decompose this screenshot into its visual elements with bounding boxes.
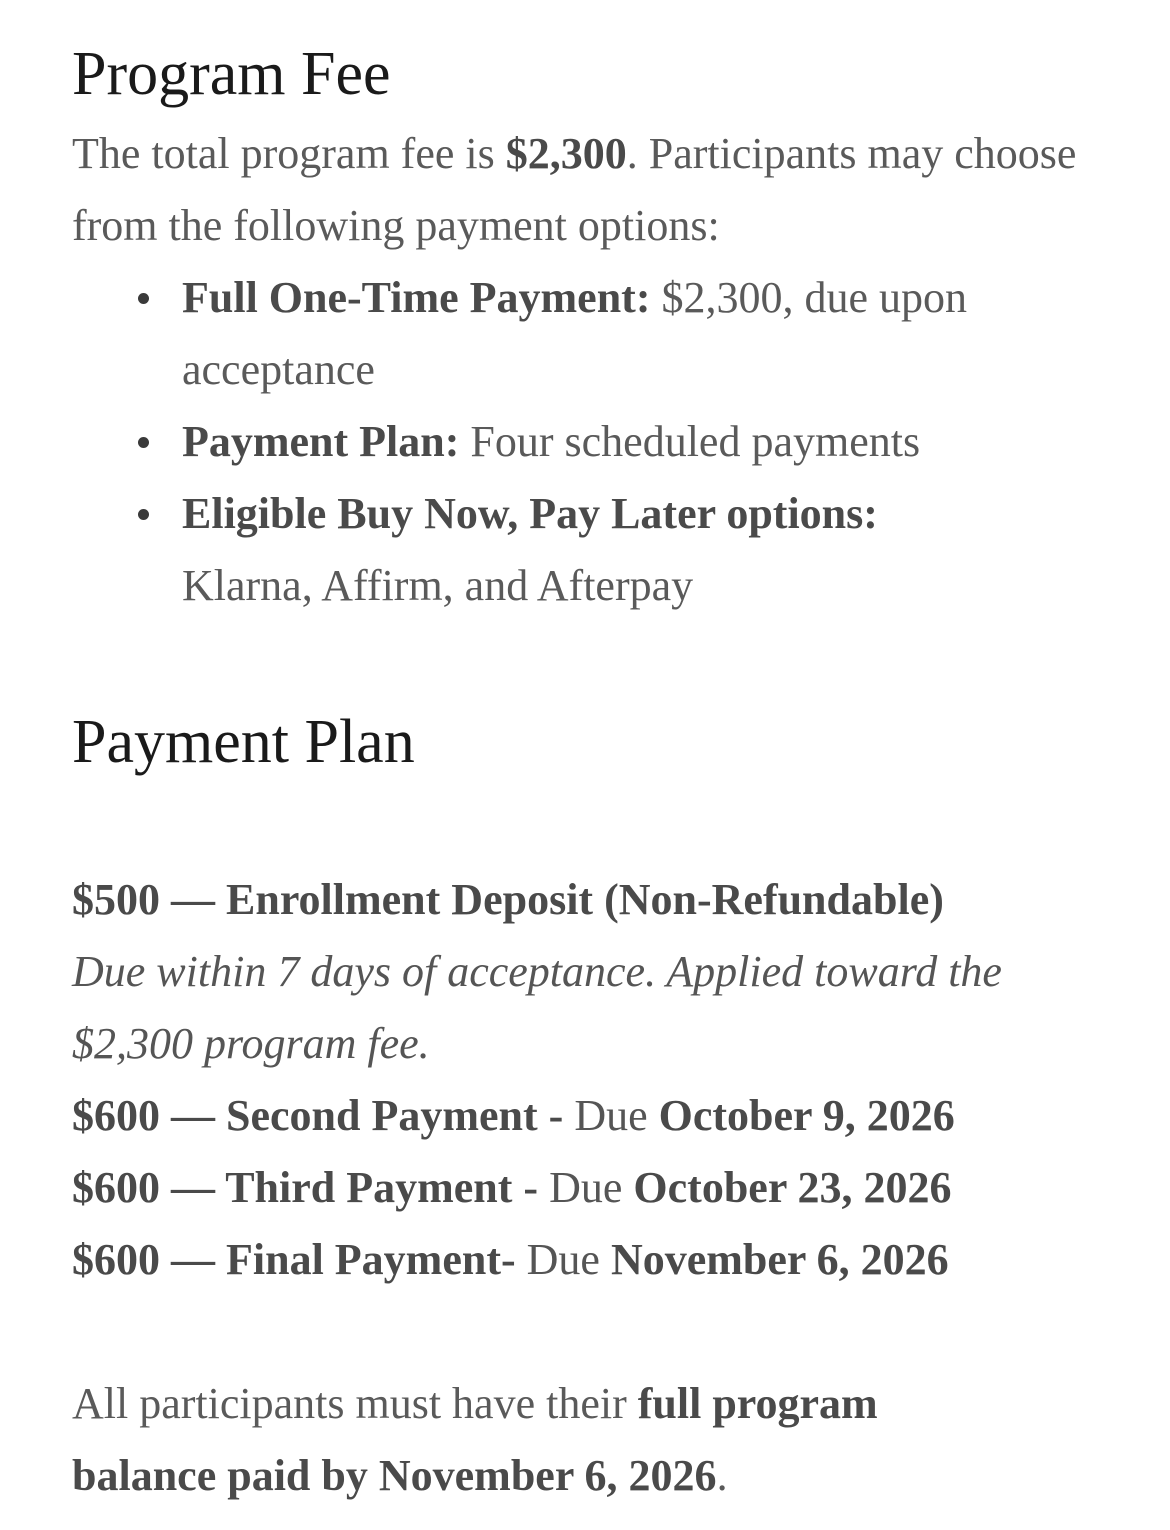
option-text: $2,300, due upon acceptance bbox=[182, 273, 967, 394]
installment-label: $600 — Third Payment - bbox=[72, 1163, 539, 1212]
installment-line-second bbox=[72, 1080, 1102, 1152]
option-label: Eligible Buy Now, Pay Later options: bbox=[182, 489, 878, 538]
option-label: Full One-Time Payment: bbox=[182, 273, 651, 322]
intro-text-after: . Participants may choose from the following payment options: bbox=[72, 129, 1077, 250]
option-text: Klarna, Affirm, and Afterpay bbox=[182, 561, 694, 610]
option-label: Payment Plan: bbox=[182, 417, 460, 466]
deposit-note: Due within 7 days of acceptance. Applied toward the $2,300 program fee. bbox=[72, 947, 1002, 1068]
total-fee-amount: $2,300 bbox=[505, 129, 627, 178]
closing-text-after: . bbox=[716, 1451, 728, 1500]
option-payment-plan bbox=[72, 406, 972, 478]
deposit-label: $500 — Enrollment Deposit (Non-Refundable) bbox=[72, 875, 944, 924]
intro-text-before: The total program fee is bbox=[72, 129, 506, 178]
program-fee-intro bbox=[72, 118, 1082, 262]
option-text: Four scheduled payments bbox=[459, 417, 921, 466]
option-full-payment bbox=[72, 262, 972, 406]
closing-text-before: All participants must have their bbox=[72, 1379, 638, 1428]
closing-bold-text: full program balance paid by November 6, 2026 bbox=[72, 1379, 878, 1500]
installment-due-prefix: Due bbox=[538, 1163, 634, 1212]
installment-line-third bbox=[72, 1152, 1102, 1224]
installment-date: October 9, 2026 bbox=[658, 1091, 955, 1140]
installment-due-prefix: Due bbox=[515, 1235, 611, 1284]
installment-label: $600 — Second Payment - bbox=[72, 1091, 564, 1140]
payment-options-list bbox=[72, 262, 1082, 622]
closing-statement bbox=[72, 1368, 1032, 1512]
option-bnpl bbox=[72, 478, 972, 622]
payment-plan-schedule bbox=[72, 864, 1102, 1296]
installment-date: November 6, 2026 bbox=[610, 1235, 949, 1284]
installment-date: October 23, 2026 bbox=[633, 1163, 952, 1212]
installment-label: $600 — Final Payment- bbox=[72, 1235, 516, 1284]
deposit-line bbox=[72, 864, 1102, 936]
installment-due-prefix: Due bbox=[563, 1091, 659, 1140]
payment-plan-heading: Payment Plan bbox=[72, 708, 415, 776]
installment-line-final bbox=[72, 1224, 1102, 1296]
program-fee-heading: Program Fee bbox=[72, 40, 391, 108]
